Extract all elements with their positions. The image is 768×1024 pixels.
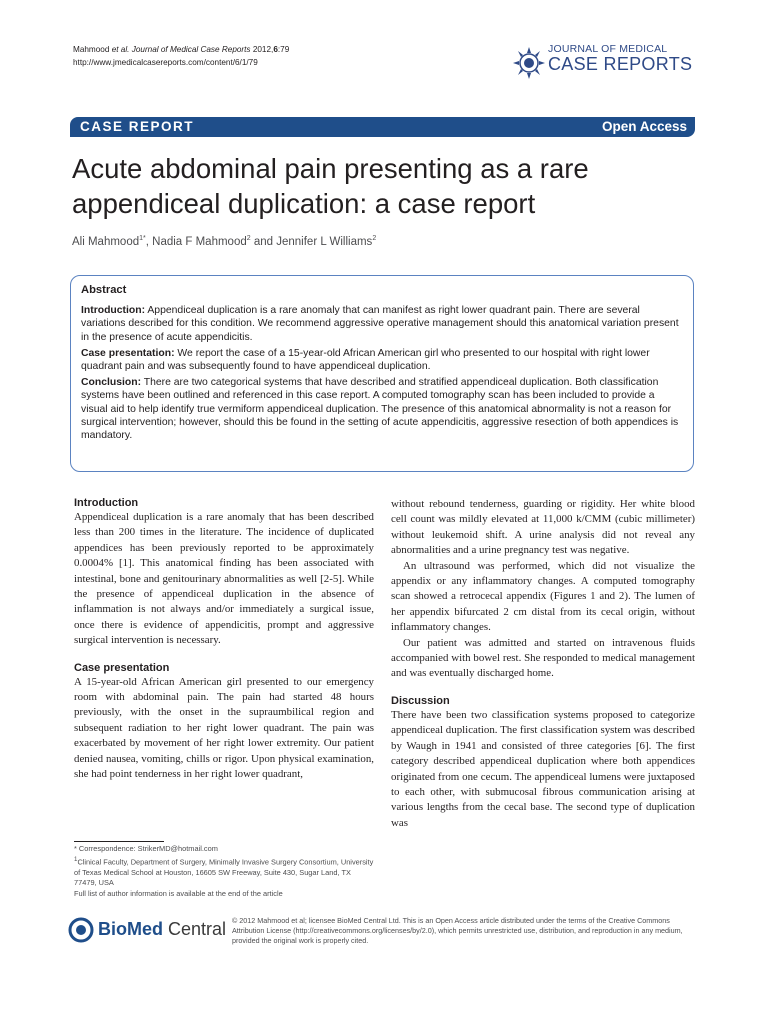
body-column-left [74, 496, 374, 783]
title-line-2: appendiceal duplication: a case report [72, 188, 536, 219]
citation-authors: Mahmood [73, 45, 110, 54]
section-heading-introduction: Introduction [74, 497, 139, 509]
abstract-section [81, 347, 683, 373]
abstract-section-label: Introduction: [81, 305, 146, 317]
abstract-section-text: We report the case of a 15-year-old African American girl who presented to our hospital with right lower quadrant pain and was subsequently found to have appendiceal duplication. [81, 347, 650, 373]
ultrasound-paragraph: An ultrasound was performed, which did not visualize the appendix or any inflammatory changes. A computed tomography scan showed a retrocecal appendix (Figures 1 and 2). The lumen of her appendix bifurcated 2 cm distal from its cecal origin, without inflammatory changes. [391, 559, 695, 634]
wordmark-biomed: BioMed [98, 919, 163, 939]
citation-block [73, 44, 289, 69]
author-separator: and [250, 235, 277, 248]
affiliation-note [74, 855, 374, 889]
abstract-section-label: Case presentation: [81, 347, 175, 359]
article-type-banner [70, 117, 695, 137]
footnote-block [74, 844, 374, 899]
citation-page: :79 [277, 45, 290, 54]
biomed-central-logo [68, 915, 228, 955]
author-affiliation: 1* [139, 235, 146, 242]
journal-logo-top: JOURNAL OF MEDICAL [548, 43, 668, 55]
license-statement: © 2012 Mahmood et al; licensee BioMed Central Ltd. This is an Open Access article distributed under the terms of the Creative Commons Attribution License (http://creativecommons.org/licenses/by/2.0), which permits unrestricted use, distribution, and reproduction in any medium, provided the original work is properly cited. [232, 916, 683, 945]
citation-line [73, 44, 289, 57]
author-name: Ali Mahmood [72, 235, 140, 248]
abstract-box [70, 275, 694, 472]
abstract-section [81, 304, 683, 344]
affiliation-text: Clinical Faculty, Department of Surgery, Minimally Invasive Surgery Consortium, University of Texas Medical School at Houston, 16605 SW Freeway, Suite 430, Sugar Land, TX 77479, USA [74, 857, 374, 888]
author-separator: , [145, 235, 153, 248]
abstract-heading: Abstract [81, 284, 127, 296]
case-continued-paragraph: without rebound tenderness, guarding or rigidity. Her white blood cell count was mildly elevated at 11,000 k/CMM (cubic millimeter) without leukemoid shift. A urine analysis did not reveal any abnormalities and a urine pregnancy test was negative. [391, 498, 695, 557]
biomed-central-circle-icon [68, 917, 94, 943]
case-presentation-paragraph: A 15-year-old African American girl presented to our emergency room with abdominal pain. The pain had started 48 hours previously, with the onset in the supraumbilical region and subsequent radiation to her right lower quadrant. The pain was exacerbated by movement of her right lower extremity. Our patient denied nausea, vomiting, chills or rigor. Upon physical examination, she had point tenderness in her right lower quadrant, [74, 675, 374, 781]
author-name: Nadia F Mahmood [152, 235, 247, 248]
journal-logo-bottom: CASE REPORTS [548, 54, 693, 74]
section-heading-case-presentation: Case presentation [74, 661, 170, 674]
journal-logo [512, 42, 697, 92]
citation-journal: Journal of Medical Case Reports [131, 45, 251, 54]
abstract-section [81, 376, 683, 442]
citation-volume: 6 [273, 45, 278, 54]
biomed-central-wordmark [98, 919, 226, 940]
article-title [72, 151, 692, 221]
wordmark-central: Central [163, 919, 227, 939]
journal-emblem-icon [512, 45, 546, 81]
open-access-label: Open Access [601, 119, 687, 134]
discussion-paragraph: There have been two classification systems proposed to categorize appendiceal duplication. The first classification system was described by Waugh in 1941 and consisted of three categories [6]. The first category described appendiceal duplication where both appendices originated from one cecum. The appendiceal lumens were juxtaposed to each other, with submucosal fibrous communication arising at various lengths from the cecal base. The second type of duplication was [391, 708, 695, 829]
article-url[interactable]: http://www.jmedicalcasereports.com/content/6/1/79 [73, 57, 258, 67]
author-affiliation: 2 [372, 235, 377, 242]
article-type-label: CASE REPORT [80, 119, 195, 134]
author-info-note: Full list of author information is available at the end of the article [74, 888, 283, 898]
correspondence-note: * Correspondence: StrikerMD@hotmail.com [74, 844, 218, 853]
title-line-1: Acute abdominal pain presenting as a rare [72, 153, 589, 184]
body-column-right [391, 497, 695, 831]
abstract-section-text: Appendiceal duplication is a rare anomaly that can manifest as right lower quadrant pain. There are several variations described for this condition. We recommend aggressive operative management should this anatomical variation present in the presence of acute appendicitis. [81, 305, 679, 343]
author-name: Jennifer L Williams [276, 235, 373, 248]
footnote-rule [74, 841, 164, 842]
citation-year: 2012, [252, 45, 274, 54]
abstract-section-text: There are two categorical systems that have described and stratified appendiceal duplication. Both classification systems have been outlined and referenced in this case report. A computed tomography scan has been included to provide a visual aid to help identify true vermiform appendiceal duplication. The presence of this anatomical abnormality is not a reason for surgical intervention; however, should this be found in the setting of acute appendicitis, aggressive resection of both appendices is mandatory. [81, 377, 679, 442]
citation-etal: et al. [111, 45, 130, 54]
author-list [72, 235, 376, 248]
affiliation-marker: 1 [74, 855, 78, 863]
introduction-paragraph: Appendiceal duplication is a rare anomaly that has been described less than 200 times in the literature. The incidence of duplicated appendices has been previously reported to be approximately 0.0004% [1]. This anatomical finding has been associated with intestinal, bone and genitourinary abnormalities as well [2-5]. While the presence of appendiceal duplication in the absence of inflammation is not always and/or immediately a surgical issue, once there is evidence of appendicitis, prompt and aggressive surgical intervention is necessary. [74, 511, 374, 647]
admission-paragraph: Our patient was admitted and started on intravenous fluids accompanied with bowel rest. She responded to medical management and was eventually discharged home. [391, 636, 695, 680]
section-heading-discussion: Discussion [391, 694, 450, 707]
abstract-section-label: Conclusion: [81, 377, 142, 389]
author-affiliation: 2 [246, 235, 251, 242]
